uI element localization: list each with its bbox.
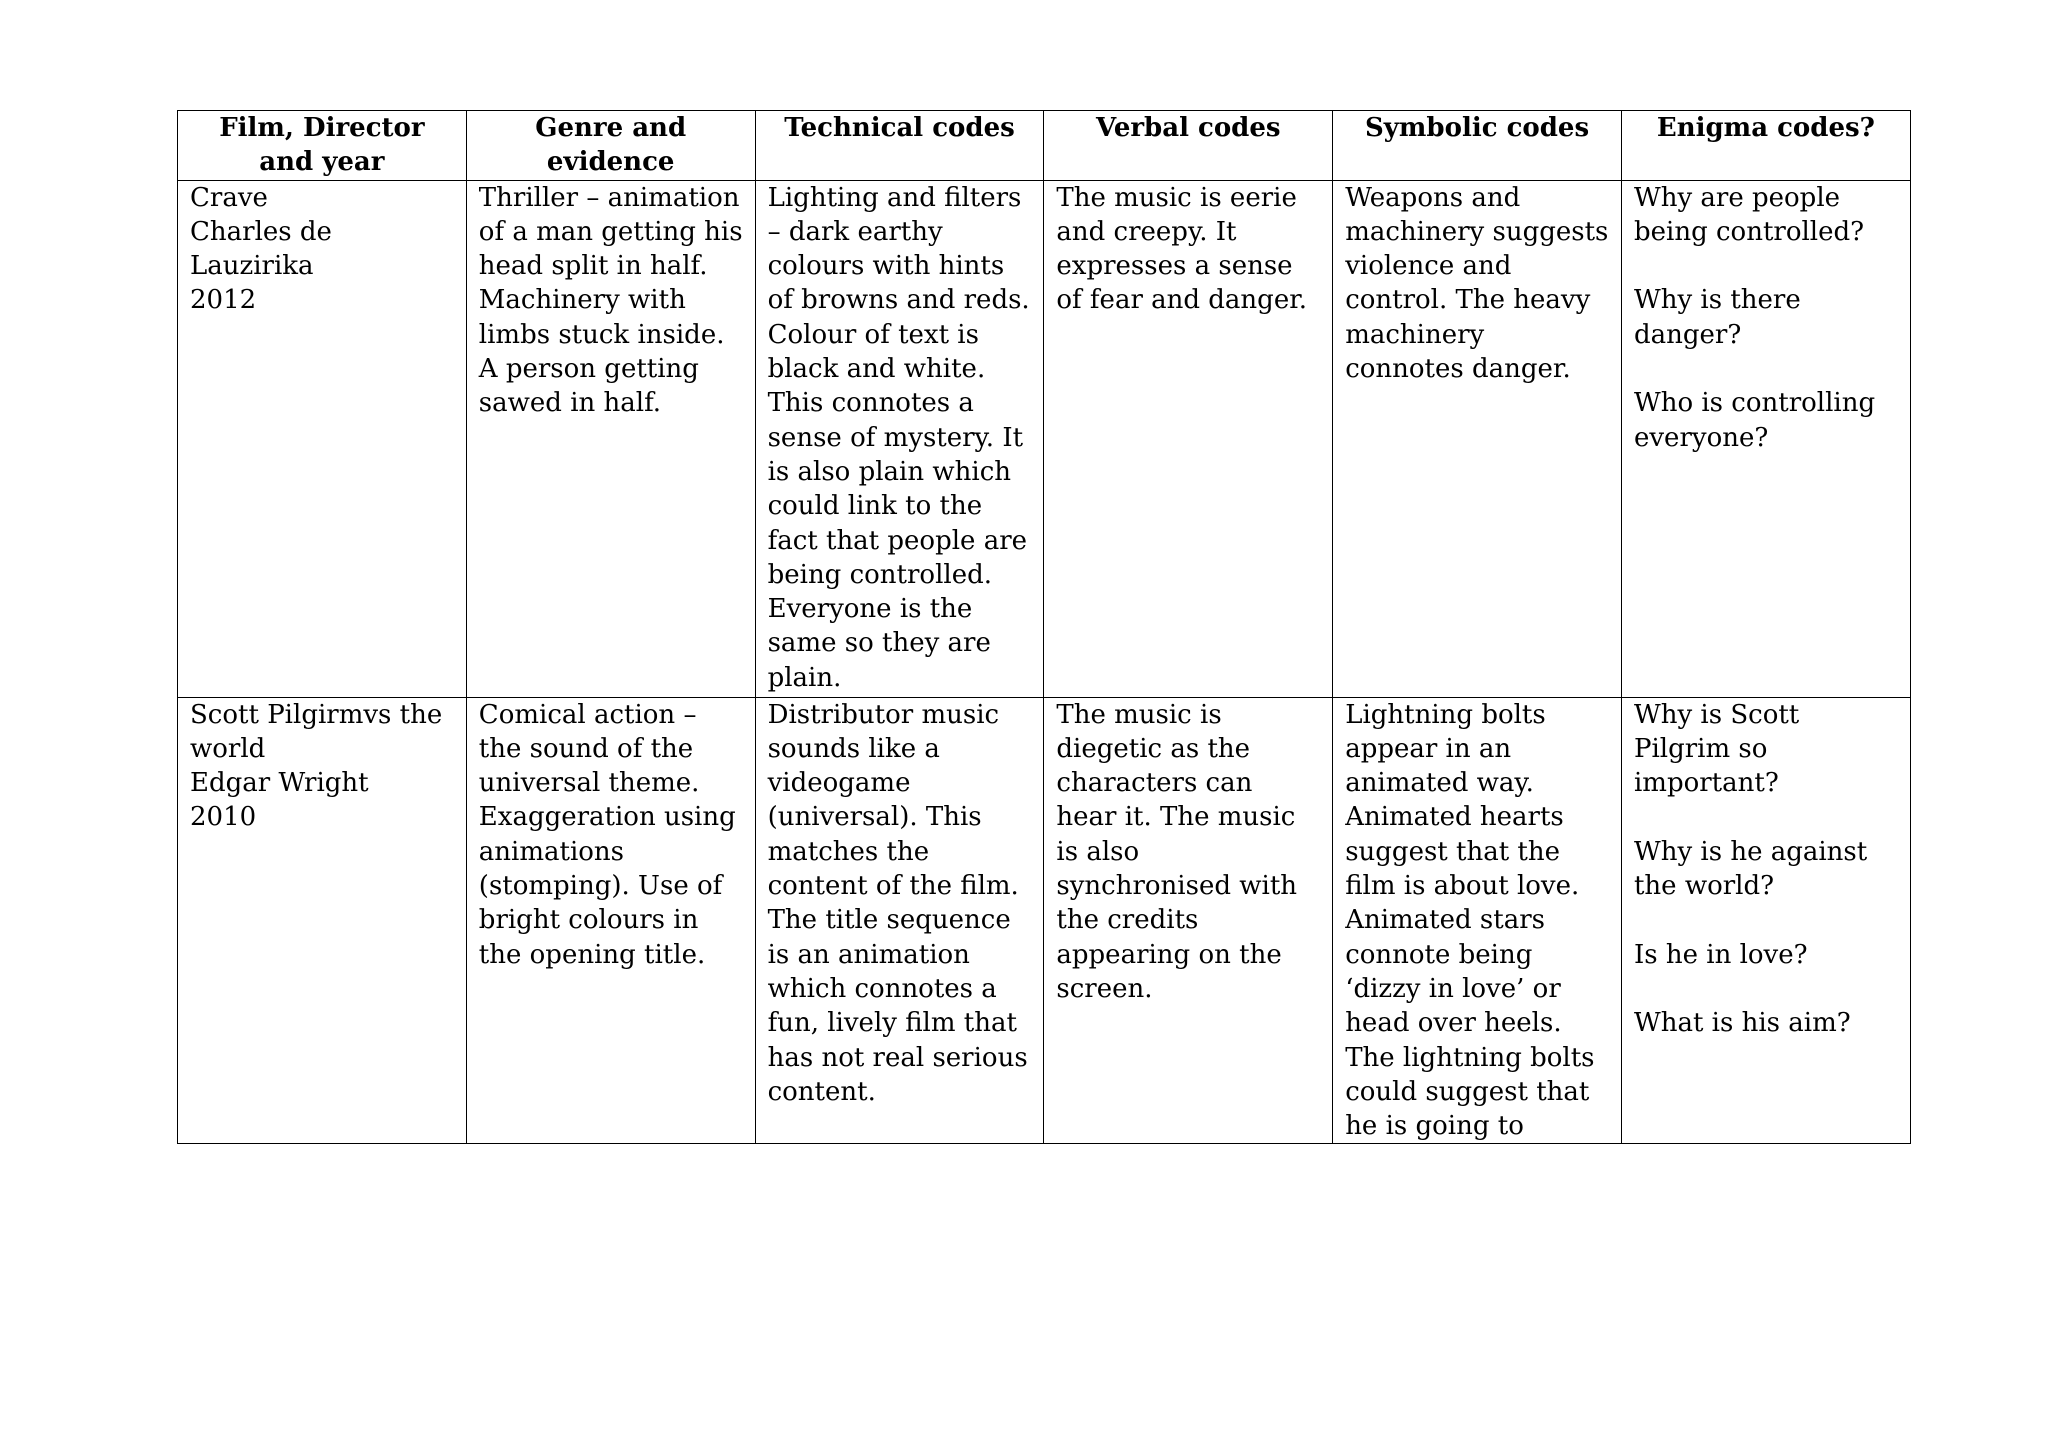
cell-symbolic: Weapons and machinery suggests violence and control. The heavy machinery connotes danger. — [1333, 180, 1622, 697]
film-analysis-table — [177, 110, 1911, 1144]
header-genre-evidence: Genre and evidence — [466, 111, 755, 181]
header-film-director-year: Film, Director and year — [178, 111, 467, 181]
cell-genre: Comical action – the sound of the universal theme. Exaggeration using animations (stomping). Use of bright colours in the opening title. — [466, 697, 755, 1144]
header-enigma-codes: Enigma codes? — [1621, 111, 1910, 181]
header-symbolic-codes: Symbolic codes — [1333, 111, 1622, 181]
cell-enigma: Why is Scott Pilgrim so important? Why is he against the world? Is he in love? What is his aim? — [1621, 697, 1910, 1144]
header-technical-codes: Technical codes — [755, 111, 1044, 181]
cell-film: Crave Charles de Lauzirika 2012 — [178, 180, 467, 697]
cell-symbolic: Lightning bolts appear in an animated way. Animated hearts suggest that the film is about love. Animated stars connote being ‘dizzy in love’ or head over heels. The lightning bolts could suggest that he is going to — [1333, 697, 1622, 1144]
table-row — [178, 180, 1911, 697]
table-header-row — [178, 111, 1911, 181]
cell-technical: Distributor music sounds like a videogame (universal). This matches the content of the film. The title sequence is an animation which connotes a fun, lively film that has not real serious content. — [755, 697, 1044, 1144]
cell-verbal: The music is diegetic as the characters can hear it. The music is also synchronised with the credits appearing on the screen. — [1044, 697, 1333, 1144]
header-verbal-codes: Verbal codes — [1044, 111, 1333, 181]
cell-verbal: The music is eerie and creepy. It expresses a sense of fear and danger. — [1044, 180, 1333, 697]
cell-technical: Lighting and filters – dark earthy colours with hints of browns and reds. Colour of text is black and white. This connotes a sense of mystery. It is also plain which could link to the fact that people are being controlled. Everyone is the same so they are plain. — [755, 180, 1044, 697]
cell-enigma: Why are people being controlled? Why is there danger? Who is controlling everyone? — [1621, 180, 1910, 697]
table-row — [178, 697, 1911, 1144]
cell-genre: Thriller – animation of a man getting his head split in half. Machinery with limbs stuck inside. A person getting sawed in half. — [466, 180, 755, 697]
cell-film: Scott Pilgirmvs the world Edgar Wright 2010 — [178, 697, 467, 1144]
